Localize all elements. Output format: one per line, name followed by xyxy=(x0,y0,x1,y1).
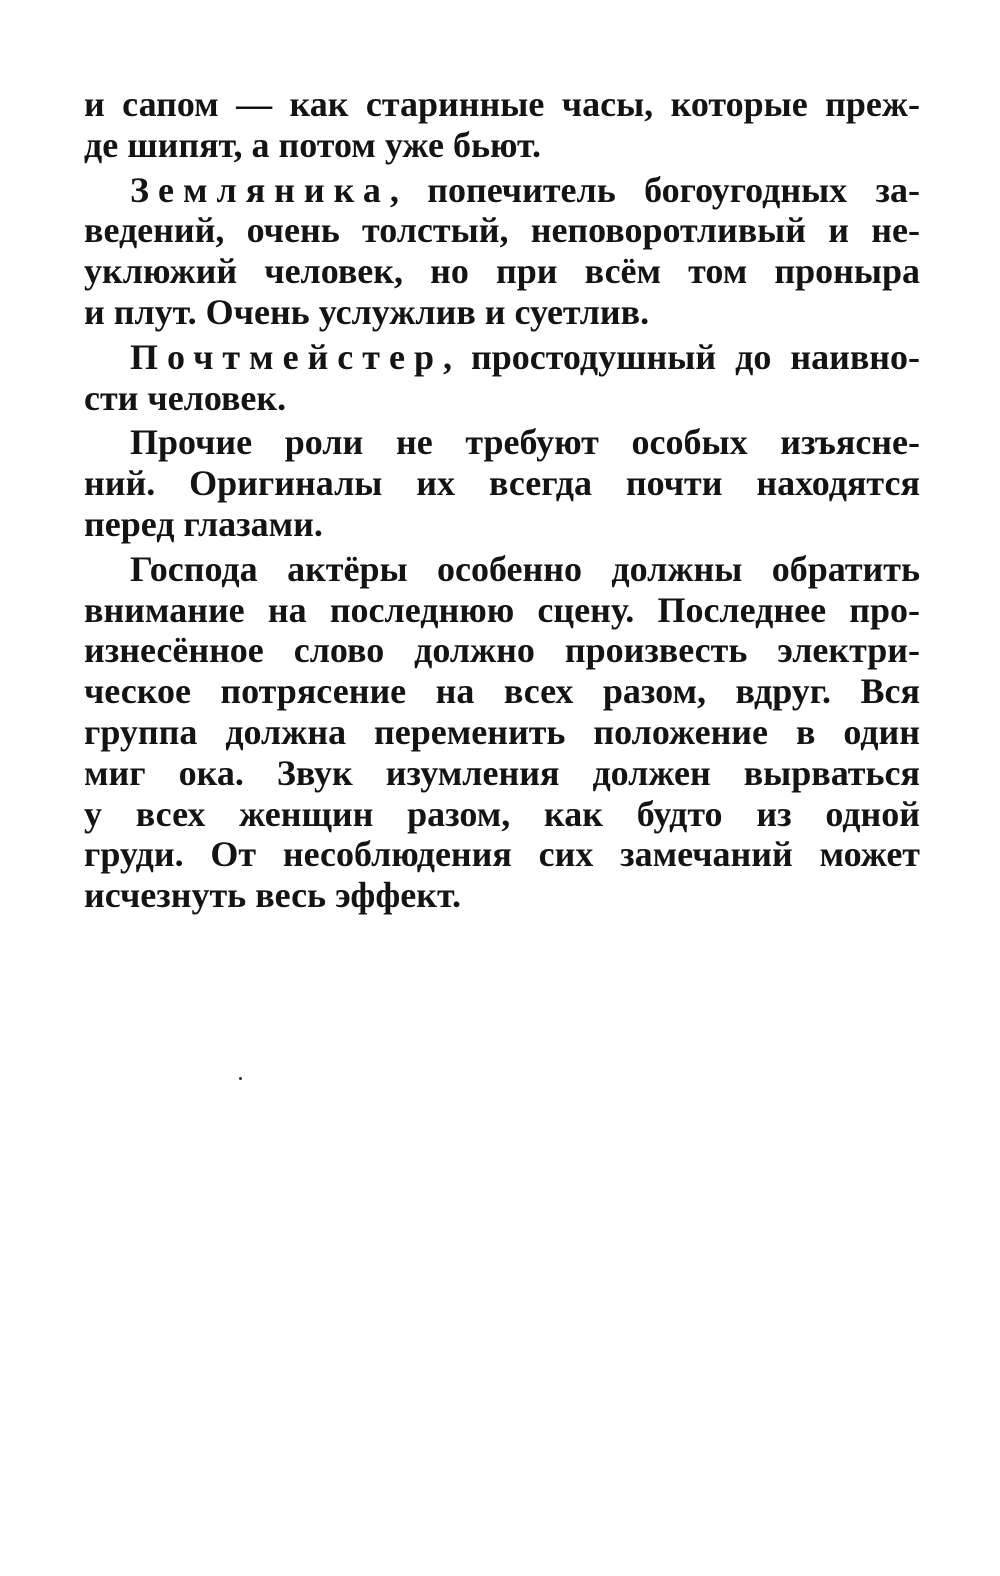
text-line: Прочие роли не требуют особых изъясне- xyxy=(130,422,920,463)
text-line: Господа актёры особенно должны обратить xyxy=(130,548,920,589)
text-line: ческое потрясение на всех разом, вдруг. Вся xyxy=(84,671,920,712)
text-fragment: , простодушный до наивно- xyxy=(442,336,920,377)
text-line: исчезнуть весь эффект. xyxy=(84,875,461,916)
text-line: изнесённое слово должно произвесть электри- xyxy=(84,630,920,671)
text-line: уклюжий человек, но при всём том проныра xyxy=(84,251,920,292)
role-name-zemlyanika: Земляника xyxy=(130,169,390,210)
text-line: груди. От несоблюдения сих замечаний может xyxy=(84,834,920,875)
paragraph-pochtmeister xyxy=(84,337,920,419)
text-line: и плут. Очень услужлив и суетлив. xyxy=(84,291,650,332)
text-line: ний. Оригиналы их всегда почти находятся xyxy=(84,463,920,504)
paragraph-continuation xyxy=(84,84,920,166)
print-speck xyxy=(239,1077,242,1080)
text-line: де шипят, а потом уже бьют. xyxy=(84,124,542,165)
text-line: сти человек. xyxy=(84,377,287,418)
paragraph-zemlyanika xyxy=(84,170,920,333)
text-line: группа должна переменить положение в один xyxy=(84,711,920,752)
text-line: ведений, очень толстый, неповоротливый и не- xyxy=(84,210,920,251)
text-line: внимание на последнюю сцену. Последнее про- xyxy=(84,589,920,630)
paragraph-other-roles xyxy=(84,422,920,544)
text-line: и сапом — как старинные часы, которые преж- xyxy=(84,84,920,124)
text-line xyxy=(84,170,920,211)
text-line xyxy=(84,337,920,378)
text-line: у всех женщин разом, как будто из одной xyxy=(84,793,920,834)
text-line: миг ока. Звук изумления должен вырваться xyxy=(84,752,920,793)
text-fragment: , попечитель богоугодных за- xyxy=(389,169,920,210)
page-text xyxy=(84,84,920,916)
text-line: перед глазами. xyxy=(84,503,323,544)
paragraph-actors-note xyxy=(84,549,920,916)
role-name-pochtmeister: Почтмейстер xyxy=(130,336,443,377)
